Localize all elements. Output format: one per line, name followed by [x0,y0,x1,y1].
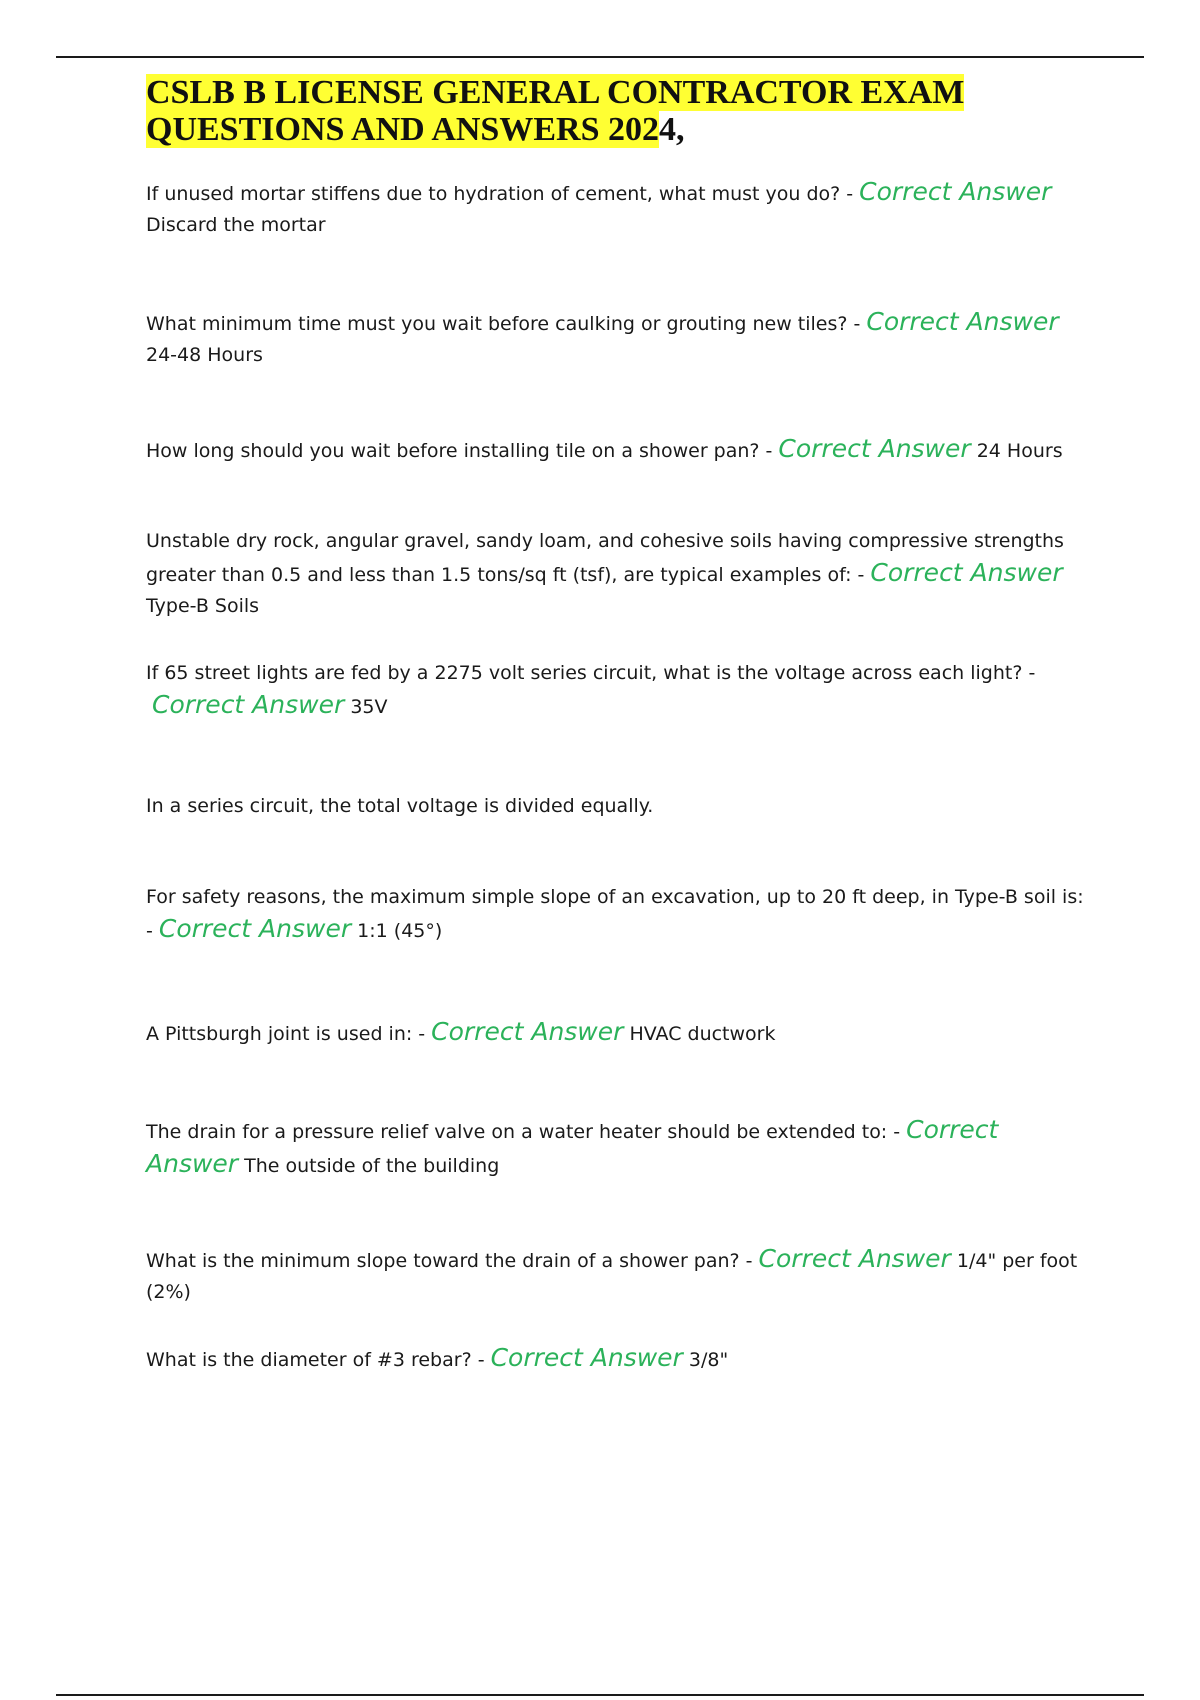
title-rest: 4, [658,111,685,148]
answer-text: 24 Hours [976,440,1063,462]
qa-item-6 [146,882,1086,947]
question-text: The drain for a pressure relief valve on a water heater should be extended to: - [146,1121,901,1143]
question-text: What is the minimum slope toward the drain of a shower pan? - [146,1250,753,1272]
correct-answer-label: Correct Answer [778,434,971,463]
answer-text: HVAC ductwork [629,1023,776,1045]
document-title [146,74,1106,148]
qa-item-2 [146,306,1086,371]
correct-answer-label: Correct Answer [758,1244,951,1273]
answer-text: 3/8" [688,1349,729,1371]
qa-item-7 [146,1016,1086,1050]
correct-answer-label: Correct Answer [152,690,345,719]
correct-answer-label: Correct Answer [490,1343,683,1372]
answer-text: 1:1 (45°) [357,920,443,942]
qa-item-10 [146,1342,1086,1376]
bottom-rule [56,1694,1144,1696]
note-series-circuit: In a series circuit, the total voltage is divided equally. [146,795,654,817]
question-text: If 65 street lights are fed by a 2275 volt series circuit, what is the voltage across each light? - [146,662,1036,684]
question-text: Unstable dry rock, angular gravel, sandy loam, and cohesive soils having compressive strengths greater than 0.5 and less than 1.5 tons/sq ft (tsf), are typical examples of: - [146,530,1064,586]
top-rule [56,56,1144,58]
question-text: For safety reasons, the maximum simple slope of an excavation, up to 20 ft deep, in Type-B soil is: - [146,886,1084,942]
correct-answer-label: Correct Answer [146,1115,999,1178]
question-text: What minimum time must you wait before caulking or grouting new tiles? - [146,313,861,335]
question-text: A Pittsburgh joint is used in: - [146,1023,426,1045]
qa-item-1 [146,176,1086,241]
answer-text: 1/4" per foot (2%) [146,1250,1078,1303]
qa-item-9 [146,1243,1086,1308]
answer-text: 35V [350,696,388,718]
answer-text: The outside of the building [244,1155,500,1177]
answer-text: 24-48 Hours [146,344,263,366]
question-text: If unused mortar stiffens due to hydration of cement, what must you do? - [146,183,854,205]
answer-text: Type-B Soils [146,595,260,617]
question-text: What is the diameter of #3 rebar? - [146,1349,485,1371]
correct-answer-label: Correct Answer [866,307,1059,336]
qa-item-3 [146,433,1086,467]
correct-answer-label: Correct Answer [859,177,1052,206]
question-text: How long should you wait before installing tile on a shower pan? - [146,440,773,462]
correct-answer-label: Correct Answer [431,1017,624,1046]
correct-answer-label: Correct Answer [870,558,1063,587]
qa-item-8 [146,1114,1086,1182]
answer-text: Discard the mortar [146,214,326,236]
title-highlighted: CSLB B LICENSE GENERAL CONTRACTOR EXAM QUESTIONS AND ANSWERS 202 [146,74,965,148]
correct-answer-label: Correct Answer [158,914,352,943]
qa-item-5 [146,658,1086,723]
qa-item-4 [146,526,1086,622]
